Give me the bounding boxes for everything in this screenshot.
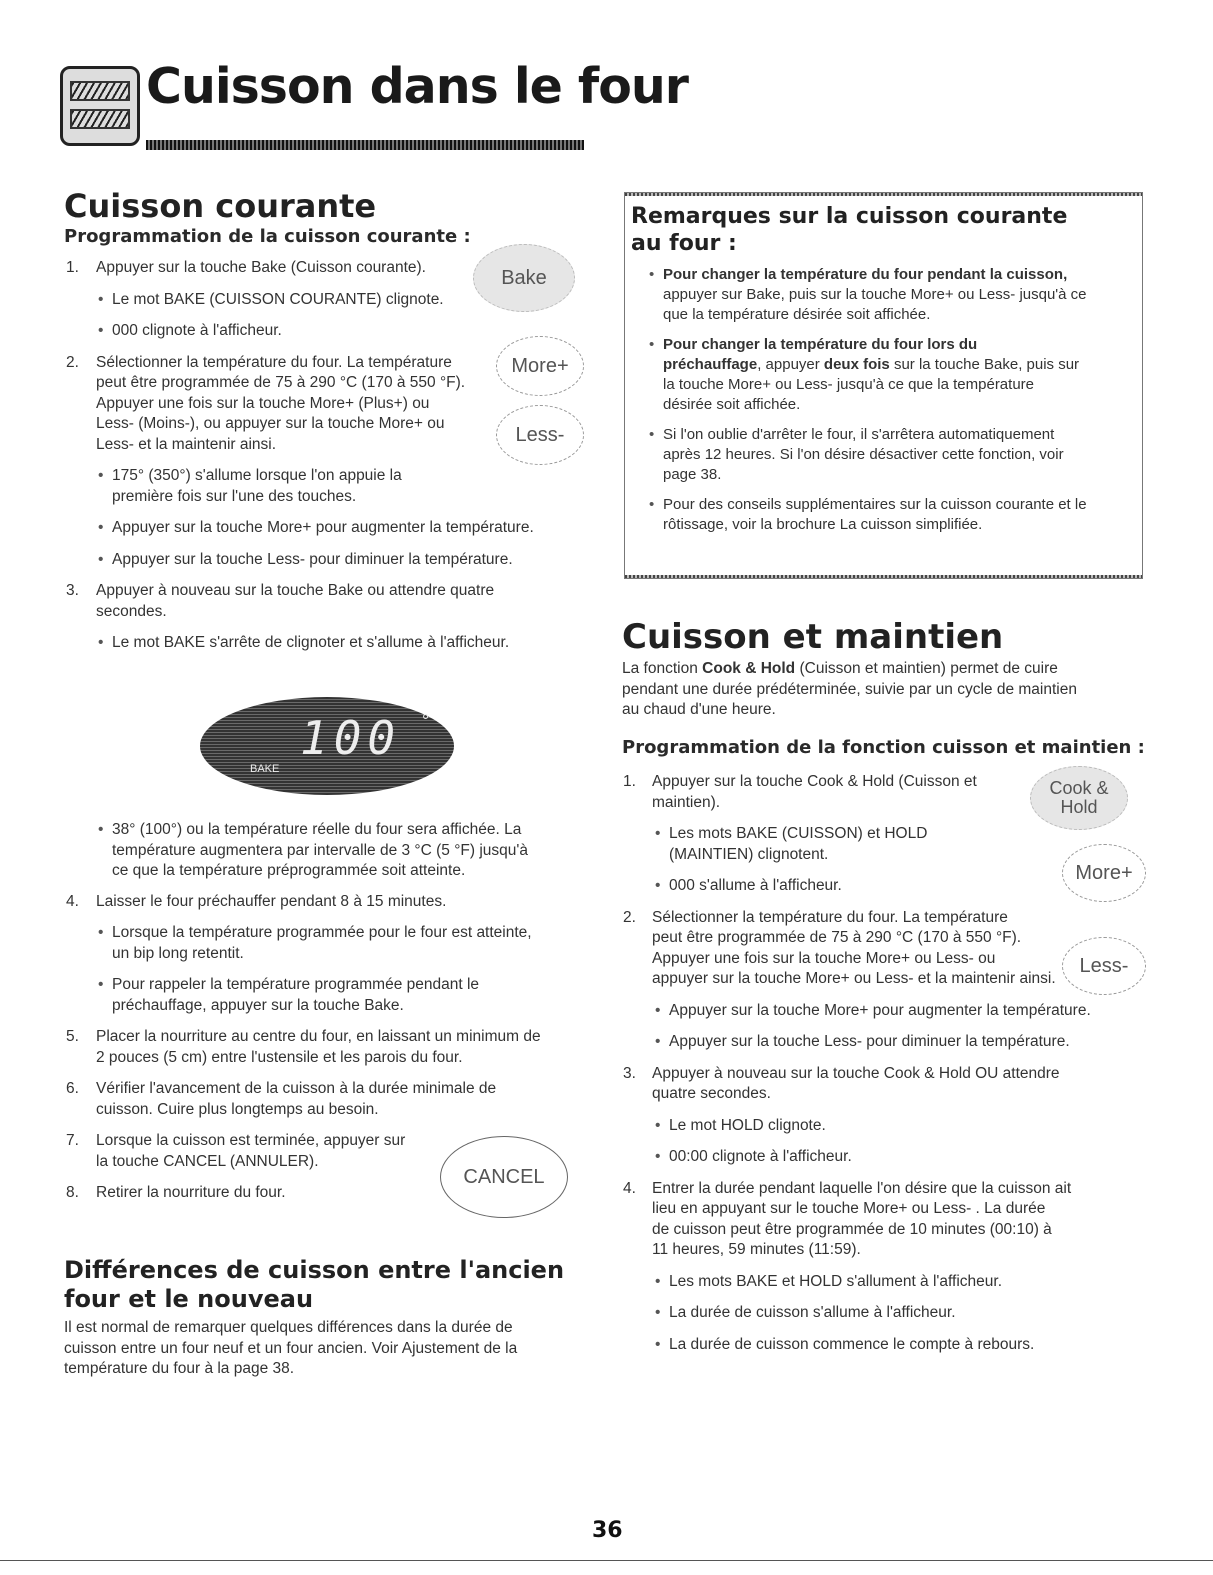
step-2-line-4: Less- (Moins-), ou appuyer sur la touche More+ ou (96, 415, 445, 432)
step-4-bullet-2-line-2: préchauffage, appuyer sur la touche Bake. (112, 996, 404, 1014)
step-3-bullet-2-line-2: température augmentera par intervalle de 3 °C (5 °F) jusqu'à (112, 841, 528, 859)
remark-3-line-3: page 38. (663, 466, 722, 483)
ch-step-4-line-4: 11 heures, 59 minutes (11:59). (652, 1241, 861, 1258)
step-3-bullet-2-line-3: ce que la température préprogrammée soit atteinte. (112, 862, 466, 879)
ch-step-1-bullet-1-line-2: (MAINTIEN) clignotent. (669, 845, 829, 863)
remark-1-bold: • Pour changer la température du four pendant la cuisson, (663, 266, 1068, 283)
remark-3-line-2: après 12 heures. Si l'on désire désactiver cette fonction, voir (663, 446, 1064, 463)
cook-hold-key-line-1: Cook & (1049, 778, 1109, 798)
step-list-left: 1. Appuyer sur la touche Bake (Cuisson courante). • Le mot BAKE (CUISSON COURANTE) clignote. • 000 clignote à l'afficheur. 2. Sélectionner la température du four. La température peut être programmée de 75 à 290 °C (170 à 550 °F). Appuyer une fois sur la touche More+ (Plus+) ou Less- (Moins-), ou appuyer sur la touche More+ ou Less- et la maintenir ainsi. • 175° (350°) s'allume lorsque l'on appuie la première fois sur l'une des touches. • Appuyer sur la touche More+ pour augmenter la température. • Appuyer sur la touche Less- pour diminuer la température. 3. Appuyer à nouveau sur la touche Bake ou attendre quatre secondes. • Le mot BAKE s'arrête de clignoter et s'allume à l'afficheur. (66, 258, 596, 654)
intro-line-1: La fonction Cook & Hold (Cuisson et maintien) permet de cuire (622, 660, 1058, 677)
differences-title-line-1: Différences de cuisson entre l'ancien (64, 1256, 565, 1284)
remarks-title-line-1: Remarques sur la cuisson courante (631, 204, 1068, 229)
remark-2-line-4: désirée soit affichée. (663, 396, 801, 413)
ch-step-3-line-1: Appuyer à nouveau sur la touche Cook & Hold OU attendre (652, 1064, 1060, 1082)
step-2-bullet-2: • Appuyer sur la touche More+ pour augmenter la température. (112, 519, 534, 536)
oven-icon (60, 66, 140, 146)
oven-display (200, 697, 454, 795)
cancel-key-label: CANCEL (463, 1165, 545, 1188)
remark-2-bold-1: • Pour changer la température du four lors du (663, 336, 978, 353)
step-4-bullet-1-line-2: un bip long retentit. (112, 944, 244, 962)
display-bake-label: BAKE (250, 763, 280, 775)
ch-step-3-bullet-2: • 00:00 clignote à l'afficheur. (669, 1148, 852, 1165)
remarks-title-line-2: au four : (631, 231, 737, 256)
differences-title-line-2: four et le nouveau (64, 1285, 314, 1313)
step-2-bullet-1-line-1: • 175° (350°) s'allume lorsque l'on appuie la (112, 467, 402, 484)
step-4-bullet-1-line-1: • Lorsque la température programmée pour le four est atteinte, (112, 924, 532, 941)
ch-step-4-bullet-3: • La durée de cuisson commence le compte à rebours. (669, 1335, 1035, 1353)
step-4-bullet-2-line-1: • Pour rappeler la température programmée pendant le (112, 976, 480, 993)
subsection-title-cook-hold: Programmation de la fonction cuisson et maintien : (622, 737, 1145, 758)
cancel-key (440, 1136, 568, 1218)
step-4: Laisser le four préchauffer pendant 8 à 15 minutes. (96, 892, 447, 910)
differences-paragraph (64, 1318, 604, 1380)
remarks-title (631, 203, 1067, 257)
page-number: 36 (592, 1518, 623, 1543)
remark-2-line-3: la touche More+ ou Less- jusqu'à ce que la température (663, 376, 1035, 393)
intro-line-2: pendant une durée prédéterminée, suivie par un cycle de maintien (622, 680, 1077, 698)
remark-4-line-1: • Pour des conseils supplémentaires sur la cuisson courante et le (663, 496, 1087, 513)
page-title: Cuisson dans le four (146, 58, 688, 115)
intro-line-3: au chaud d'une heure. (622, 701, 776, 718)
step-8: Retirer la nourriture du four. (96, 1184, 286, 1201)
section-title-differences (64, 1256, 564, 1314)
step-2-line-5: Less- et la maintenir ainsi. (96, 435, 277, 453)
ch-step-1-bullet-2: • 000 s'allume à l'afficheur. (669, 877, 842, 894)
remark-2-line-2: préchauffage, appuyer deux fois sur la touche Bake, puis sur (663, 356, 1080, 373)
more-key-label: More+ (511, 354, 569, 377)
step-1-bullet-1: • Le mot BAKE (CUISSON COURANTE) clignote. (112, 290, 444, 308)
step-2-bullet-1-line-2: première fois sur l'une des touches. (112, 487, 357, 505)
ch-step-4-bullet-1: • Les mots BAKE et HOLD s'allument à l'afficheur. (669, 1272, 1003, 1290)
ch-step-2-line-2: peut être programmée de 75 à 290 °C (170 à 550 °F). (652, 929, 1022, 946)
step-3-bullet-1: • Le mot BAKE s'arrête de clignoter et s'allume à l'afficheur. (112, 634, 510, 651)
more-key-right-label: More+ (1075, 861, 1133, 884)
step-1-bullet-2: • 000 clignote à l'afficheur. (112, 322, 282, 339)
section-title-cuisson-courante: Cuisson courante (64, 187, 377, 225)
step-1: Appuyer sur la touche Bake (Cuisson courante). (96, 259, 426, 276)
remark-4-line-2: rôtissage, voir la brochure La cuisson simplifiée. (663, 516, 983, 533)
ch-step-2-line-4: appuyer sur la touche More+ ou Less- et la maintenir ainsi. (652, 970, 1056, 987)
ch-step-1-bullet-1-line-1: • Les mots BAKE (CUISSON) et HOLD (669, 825, 928, 842)
title-underline (146, 140, 584, 150)
ch-step-2-bullet-1: • Appuyer sur la touche More+ pour augmenter la température. (669, 1001, 1091, 1019)
step-2-line-1: Sélectionner la température du four. La température (96, 353, 452, 371)
ch-step-1-line-2: maintien). (652, 793, 721, 811)
step-7-line-2: la touche CANCEL (ANNULER). (96, 1152, 319, 1170)
step-2-bullet-3: • Appuyer sur la touche Less- pour diminuer la température. (112, 550, 513, 568)
differences-line-1: Il est normal de remarquer quelques différences dans la durée de (64, 1319, 513, 1336)
remarks-box (624, 192, 1143, 579)
step-list-left-cont: • 38° (100°) ou la température réelle du four sera affichée. La température augmentera par intervalle de 3 °C (5 °F) jusqu'à ce que la température préprogrammée soit atteinte. 4. Laisser le four préchauffer pendant 8 à 15 minutes. • Lorsque la température programmée pour le four est atteinte, un bip long retentit. • Pour rappeler la température programmée pendant le préchauffage, appuyer sur la touche Bake. 5. Placer la nourriture au centre du four, en laissant un minimum de 2 pouces (5 cm) entre l'ustensile et les parois du four. 6. Vérifier l'avancement de la cuisson à la durée minimale de cuisson. Cuire plus longtemps au besoin. 7. Lorsque la cuisson est terminée, appuyer sur la touche CANCEL (ANNULER). 8. Retirer la nourriture du four. (66, 820, 596, 1204)
step-3-line-2: secondes. (96, 602, 167, 620)
bake-key-label: Bake (501, 266, 547, 289)
step-list-right: 1. Appuyer sur la touche Cook & Hold (Cuisson et maintien). • Les mots BAKE (CUISSON) et HOLD (MAINTIEN) clignotent. • 000 s'allume à l'afficheur. 2. Sélectionner la température du four. La température peut être programmée de 75 à 290 °C (170 à 550 °F). Appuyer une fois sur la touche More+ ou Less- ou appuyer sur la touche More+ ou Less- et la maintenir ainsi. • Appuyer sur la touche More+ pour augmenter la température. • Appuyer sur la touche Less- pour diminuer la température. 3. Appuyer à nouveau sur la touche Cook & Hold OU attendre quatre secondes. • Le mot HOLD clignote. • 00:00 clignote à l'afficheur. 4. Entrer la durée pendant laquelle l'on désire que la cuisson ait lieu en appuyant sur le touche More+ ou Less- . La durée de cuisson peut être programmée de 10 minutes (00:10) à 11 heures, 59 minutes (11:59). • Les mots BAKE et HOLD s'allument à l'afficheur. • La durée de cuisson s'allume à l'afficheur. • La durée de cuisson commence le compte à rebours. (623, 772, 1163, 1355)
ch-step-1-line-1: Appuyer sur la touche Cook & Hold (Cuisson et (652, 773, 977, 790)
step-5-line-2: 2 pouces (5 cm) entre l'ustensile et les parois du four. (96, 1048, 463, 1066)
ch-step-4-bullet-2: • La durée de cuisson s'allume à l'afficheur. (669, 1304, 956, 1321)
differences-line-2: cuisson entre un four neuf et un four ancien. Voir Ajustement de la (64, 1339, 518, 1357)
step-5-line-1: Placer la nourriture au centre du four, en laissant un minimum de (96, 1028, 541, 1045)
display-temperature: 100 (300, 711, 402, 765)
degree-symbol: ° (422, 711, 430, 731)
less-key-label: Less- (515, 423, 565, 446)
less-key-right-label: Less- (1079, 954, 1129, 977)
step-3-line-1: Appuyer à nouveau sur la touche Bake ou attendre quatre (96, 582, 495, 599)
ch-step-4-line-3: de cuisson peut être programmée de 10 minutes (00:10) à (652, 1220, 1052, 1238)
cook-hold-intro (622, 659, 1162, 721)
section-title-cuisson-maintien: Cuisson et maintien (622, 617, 1004, 657)
step-3-bullet-2-line-1: • 38° (100°) ou la température réelle du four sera affichée. La (112, 821, 522, 838)
ch-step-3-line-2: quatre secondes. (652, 1085, 771, 1102)
step-2-line-3: Appuyer une fois sur la touche More+ (Plus+) ou (96, 394, 430, 412)
ch-step-2-line-3: Appuyer une fois sur la touche More+ ou Less- ou (652, 949, 996, 967)
step-2-line-2: peut être programmée de 75 à 290 °C (170 à 550 °F). (96, 374, 466, 391)
step-6-line-2: cuisson. Cuire plus longtemps au besoin. (96, 1100, 379, 1118)
ch-step-3-bullet-1: • Le mot HOLD clignote. (669, 1116, 826, 1134)
subsection-title-programmation: Programmation de la cuisson courante : (64, 226, 471, 247)
ch-step-4-line-2: lieu en appuyant sur le touche More+ ou Less- . La durée (652, 1200, 1046, 1217)
ch-step-2-line-1: Sélectionner la température du four. La température (652, 908, 1008, 926)
step-7-line-1: Lorsque la cuisson est terminée, appuyer sur (96, 1132, 406, 1149)
remark-1-line-3: que la température désirée soit affichée. (663, 306, 931, 323)
remark-3-line-1: • Si l'on oublie d'arrêter le four, il s'arrêtera automatiquement (663, 426, 1055, 443)
ch-step-4-line-1: Entrer la durée pendant laquelle l'on désire que la cuisson ait (652, 1179, 1072, 1197)
remark-1-line-2: appuyer sur Bake, puis sur la touche More+ ou Less- jusqu'à ce (663, 286, 1087, 303)
ch-step-2-bullet-2: • Appuyer sur la touche Less- pour diminuer la température. (669, 1033, 1070, 1050)
differences-line-3: température du four à la page 38. (64, 1360, 295, 1377)
cook-hold-key-line-2: Hold (1060, 797, 1098, 817)
footer-divider (0, 1560, 1213, 1561)
step-6-line-1: Vérifier l'avancement de la cuisson à la durée minimale de (96, 1080, 497, 1097)
